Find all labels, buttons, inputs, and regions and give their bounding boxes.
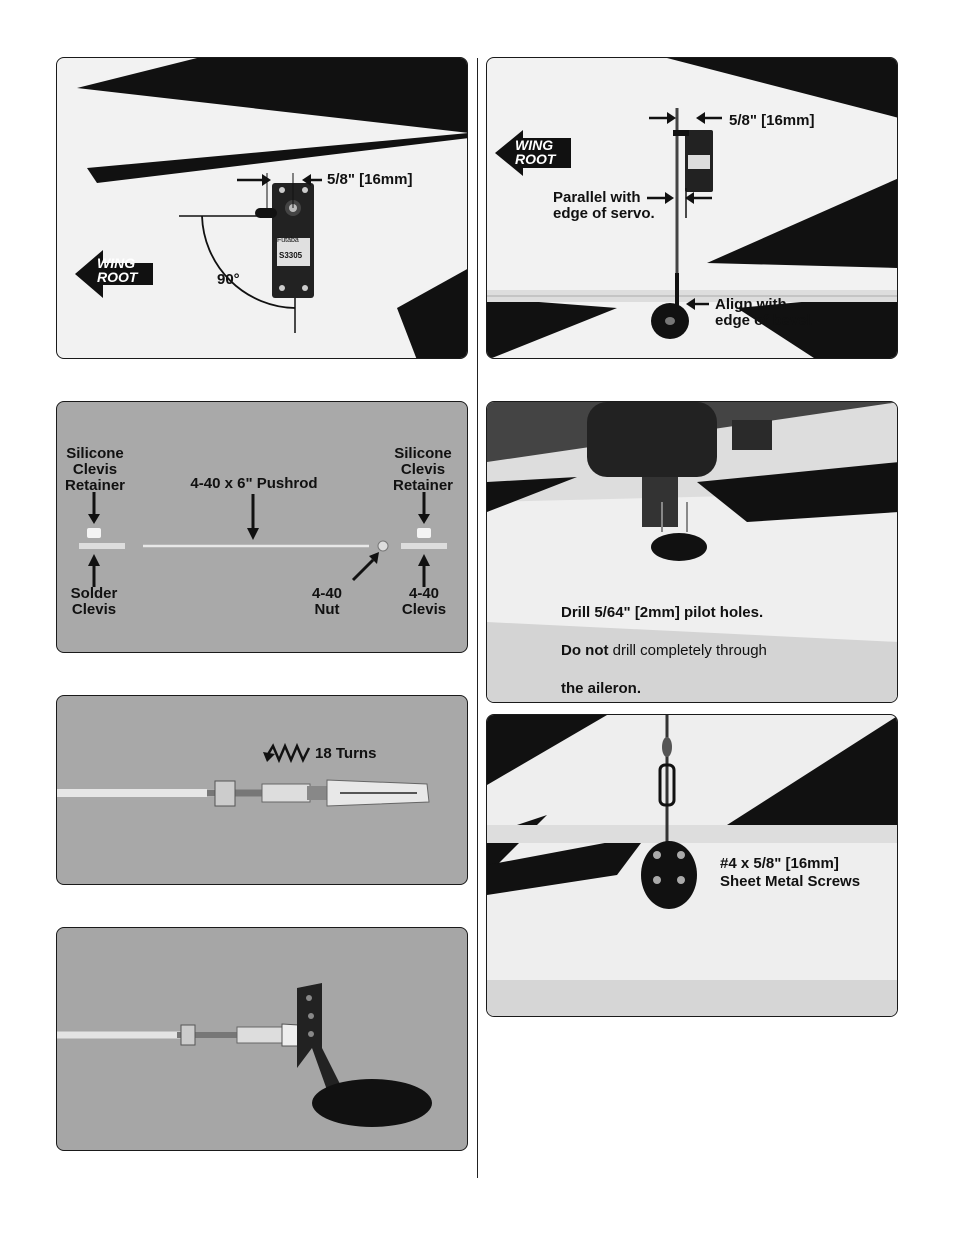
dimension-label: 5/8" [16mm] (327, 171, 413, 188)
instruction-line3: the aileron. (561, 680, 642, 697)
instruction-line2: drill completely through (608, 642, 767, 659)
photo-clevis-turns (56, 695, 468, 885)
retainer-left-label: Silicone Clevis Retainer (64, 445, 126, 494)
nut-label: 4-40 Nut (311, 585, 343, 618)
instruction-line1: Drill 5/64" [2mm] pilot holes. (561, 604, 764, 621)
align-label: Align with edge of bevel. (715, 296, 816, 329)
wing-root-line2: ROOT (97, 269, 138, 285)
photo-pushrod-scene (487, 58, 898, 359)
retainer-right-label: Silicone Clevis Retainer (392, 445, 454, 494)
servo-model: S3305 (279, 251, 303, 260)
parallel-label: Parallel with edge of servo. (553, 189, 655, 222)
turns-label: 18 Turns (315, 745, 377, 762)
photo-control-horn-clevis (56, 927, 468, 1151)
photo-horn-scene (57, 928, 468, 1151)
photo-horn-screws (486, 714, 898, 1017)
photo-pushrod-parts (56, 401, 468, 653)
wing-root-line1: WING (515, 137, 554, 153)
angle-label: 90° (217, 271, 240, 288)
photo-pushrod-alignment (486, 57, 898, 359)
wing-root-line2: ROOT (515, 151, 556, 167)
clevis-label: 4-40 Clevis (401, 585, 447, 618)
screws-label: #4 x 5/8" [16mm] Sheet Metal Screws (720, 855, 861, 890)
pushrod-label: 4-40 x 6" Pushrod (190, 475, 318, 492)
dimension-label: 5/8" [16mm] (729, 112, 815, 129)
solder-clevis-label: Solder Clevis (70, 585, 118, 618)
wing-root-line1: WING (97, 255, 136, 271)
drill-instructions (561, 584, 767, 698)
wing-root-label (515, 138, 555, 166)
wing-root-label (97, 256, 137, 284)
photo-clevis-scene (57, 696, 468, 885)
photo-drill-pilot-holes (486, 401, 898, 703)
servo-brand: Futaba (277, 237, 299, 244)
photo-servo-mount-90 (56, 57, 468, 359)
instruction-warning: Do not (561, 642, 609, 659)
column-divider (477, 58, 478, 1178)
photo-servo-scene (57, 58, 468, 359)
